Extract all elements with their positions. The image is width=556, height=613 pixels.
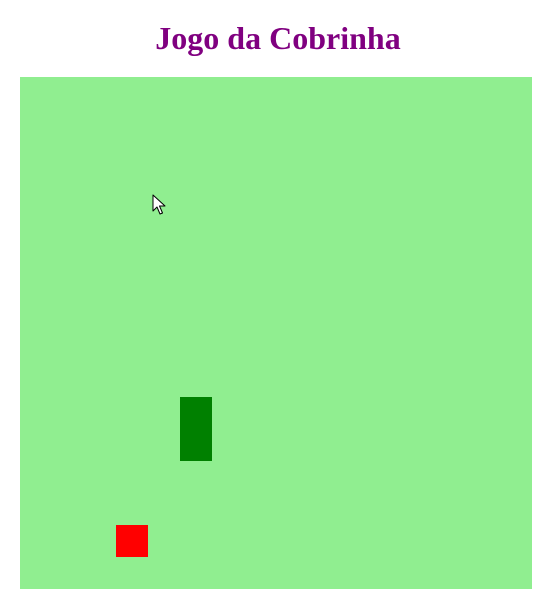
mouse-pointer-icon [152, 194, 168, 218]
food-apple [116, 525, 148, 557]
page-title: Jogo da Cobrinha [155, 20, 401, 56]
game-board[interactable] [20, 77, 532, 589]
snake-head [180, 397, 212, 429]
snake-segment [180, 429, 212, 461]
